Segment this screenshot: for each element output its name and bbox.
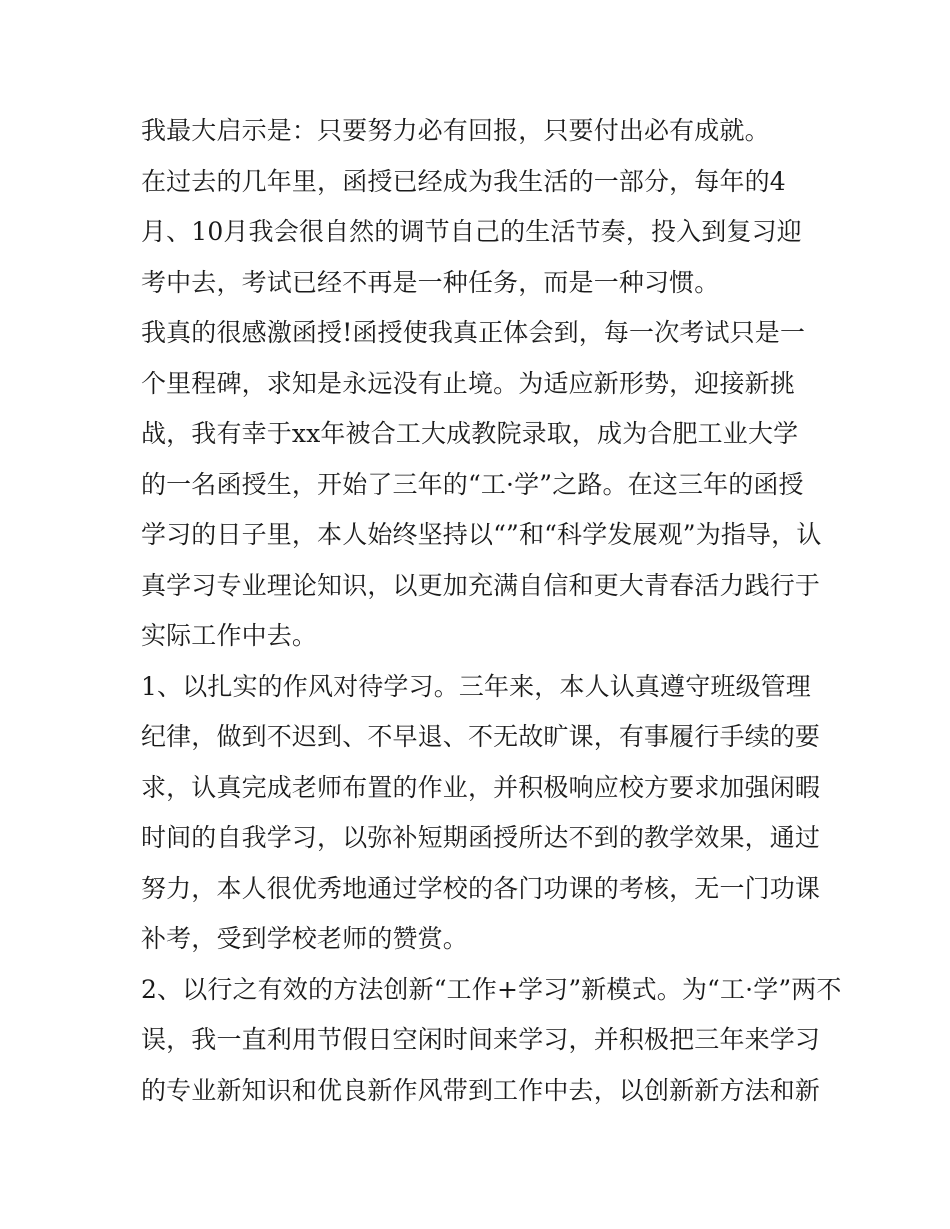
text-line: 的一名函授生，开始了三年的“工·学”之路。在这三年的函授: [141, 469, 804, 499]
text-line: 战，我有幸于xx年被合工大成教院录取，成为合肥工业大学: [141, 419, 799, 448]
text-line: 月、10月我会很自然的调节自己的生活节奏，投入到复习迎: [141, 217, 802, 246]
text-line: 2、以行之有效的方法创新“工作+学习”新模式。为“工·学”两不: [141, 974, 842, 1004]
text-line: 的专业新知识和优良新作风带到工作中去，以创新新方法和新: [141, 1075, 821, 1105]
text-line: 真学习专业理论知识，以更加充满自信和更大青春活力践行于: [141, 570, 821, 600]
text-line: 实际工作中去。: [141, 621, 318, 650]
text-line: 我真的很感激函授!函授使我真正体会到，每一次考试只是一: [141, 318, 806, 347]
text-line: 纪律，做到不迟到、不早退、不无故旷课，有事履行手续的要: [141, 722, 821, 751]
text-line: 补考，受到学校老师的赞赏。: [141, 924, 468, 953]
text-line: 在过去的几年里，函授已经成为我生活的一部分，每年的4: [141, 166, 786, 196]
text-line: 1、以扎实的作风对待学习。三年来，本人认真遵守班级管理: [141, 671, 811, 701]
document-body: [141, 109, 842, 1119]
text-line: 我最大启示是：只要努力必有回报，只要付出必有成就。: [141, 116, 770, 145]
text-line: 求，认真完成老师布置的作业，并积极响应校方要求加强闲暇: [141, 772, 821, 802]
text-line: 时间的自我学习，以弥补短期函授所达不到的教学效果，通过: [141, 823, 821, 852]
text-line: 学习的日子里，本人始终坚持以“”和“科学发展观”为指导，认: [141, 520, 822, 549]
text-line: 考中去，考试已经不再是一种任务，而是一种习惯。: [141, 267, 720, 297]
text-line: 个里程碑，求知是永远没有止境。为适应新形势，迎接新挑: [141, 368, 795, 398]
text-line: 努力，本人很优秀地通过学校的各门功课的考核，无一门功课: [141, 873, 821, 903]
text-line: 误，我一直利用节假日空闲时间来学习，并积极把三年来学习: [141, 1025, 821, 1054]
